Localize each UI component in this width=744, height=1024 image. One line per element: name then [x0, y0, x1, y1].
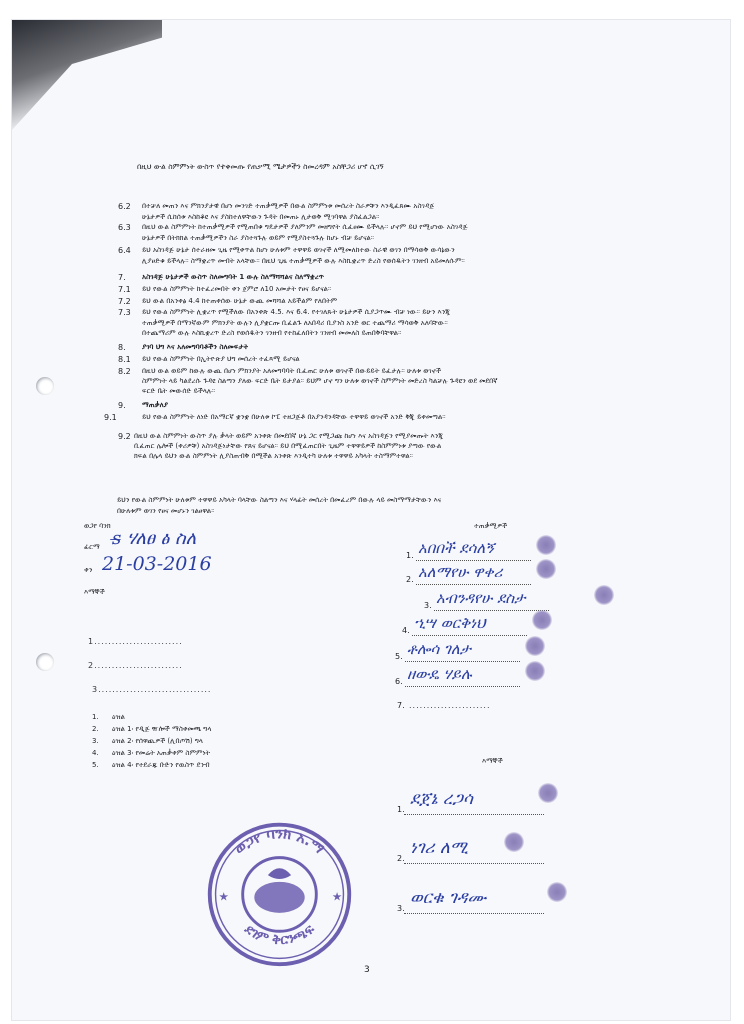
- name-label: ፊርማ: [84, 543, 100, 551]
- clause-text: በተቻለ መጠን እና ምክንያታዊ በሆነ መንገድ ተጠቃሚዎች በውል ስምምነቱ መሰረት ስራዎቹን እንዲፈጸሙ አስገዳጅ: [142, 202, 435, 210]
- beneficiary-number: 7.: [397, 701, 405, 710]
- thumbprint: [525, 636, 545, 656]
- page-number: 3: [364, 965, 370, 975]
- witness-number: 2.: [397, 854, 405, 863]
- attachment-item: ዕዝል 4፡ የተደራጁ ቡድን የዉስጥ ደንብ: [112, 761, 210, 769]
- punch-hole-bottom: [36, 653, 54, 671]
- svg-text:ደገም ቅርንጫፍ: [241, 921, 319, 949]
- attachment-number: 2.: [92, 725, 99, 733]
- attachment-number: 3.: [92, 737, 99, 745]
- signature-line: [404, 862, 544, 864]
- document-page: [12, 20, 730, 1020]
- thumbprint: [536, 559, 556, 579]
- signature-line: [405, 660, 520, 662]
- witness-blank-2: 2.........................: [88, 661, 183, 670]
- beneficiary-number: 3.: [424, 601, 432, 610]
- thumbprint: [504, 832, 524, 852]
- clause-number: 8.2: [118, 367, 131, 376]
- clause-text: ስምምነት ላይ ካልደረሱ ጉዳዩ ስልጣን ያለው ፍርድ ቤት ይታያል። ይህም ሆኖ ግን ሁለቱ ወገኖች ስምምነት መድረስ ካልቻሉ ጉዳዩን ወደ መደበኛ: [142, 377, 498, 385]
- clause-text: ሊያፀድቁ ይችላሉ። ስማቋረጥ መብት አላቸው። በዚህ ጊዜ ተጠቃሚዎች ውሉ እስኪቋረጥ ድረስ የወሰዱትን ገንዘብ አይመለሱም።: [142, 257, 465, 265]
- signature-line: [404, 813, 544, 815]
- clause-text: አስገዳጅ ሁኔታዎች ውስጥ ስለመግባት 1 ውሉ ስለማሻሻልና ስለማቋረጥ: [142, 273, 324, 281]
- attachment-item: ዕዝል 1፡ የዲጅ ዥሎች ማስቀመጫ ግላ: [112, 725, 212, 733]
- clause-number: 7.2: [118, 297, 131, 306]
- beneficiary-signature: አበበች ደሳለኝ: [418, 539, 495, 557]
- bank-signature: ꜱ̶ ሃለፀ ፅ ስለ: [112, 528, 197, 549]
- thumbprint: [532, 610, 552, 630]
- thumbprint: [547, 882, 567, 902]
- signature-line: [416, 559, 531, 561]
- witnesses-label: እማኞች: [84, 588, 105, 596]
- witness-number: 1.: [397, 805, 405, 814]
- clause-number: 6.4: [118, 246, 131, 255]
- beneficiary-number: 1.: [406, 551, 414, 560]
- closing-line-1: ይህን የውል ስምምነት ሁለቱም ተዋዋይ አካላት ባላቸው ስልጣን እና ሃላፊት መሰረት በመፈረም በውሉ ላይ መስማማታቸውን እና: [117, 496, 442, 504]
- clause-text: ይህ የውል ስምምነት ከተፈረመበት ቀን ጀምሮ ለ10 አመታት የፀና ይሆናል።: [142, 285, 332, 293]
- clause-text: ይህ አስገዳጅ ሁኔታ ሰተራዘመ ጊዜ የሚቀጥል ከሆነ ሁለቱም ተዋዋይ ወገኖች ለሚመለከተው ስራዊ ወገን በማሳወቅ ውሳኔውን: [142, 246, 455, 254]
- clause-number: 7.: [118, 273, 126, 282]
- attachment-number: 1.: [92, 713, 99, 721]
- thumbprint: [594, 585, 614, 605]
- clause-number: 9.1: [104, 413, 117, 422]
- beneficiary-signature: አለማየሁ ዋቀሪ: [418, 563, 503, 581]
- clause-text: ተጠቃሚዎች በማንኛውም ምክንያት ውሉን ሊያቋርጡ ቢፈልጉ ለአበዳሪ ቢያንስ አንድ ወር ተጨማሪ ማሳወቅ አለባቸው።: [142, 319, 448, 327]
- scan-shadow: [12, 20, 162, 130]
- beneficiary-signature: .......................: [409, 701, 491, 710]
- attachment-item: ዕዝል 3፡ የመሬት አጠቃቀም ስምምነት: [112, 749, 211, 757]
- date-handwritten: 21-03-2016: [102, 553, 212, 575]
- clause-text: ይህ ውል በአንቀፅ 4.4 ከተጠቀሰው ሁኔታ ውጪ መሻሻል አይችልም የለበትም: [142, 297, 338, 305]
- punch-hole-top: [36, 377, 54, 395]
- seal-top-text: ወጋየ ባንክ አ.ማ: [231, 826, 328, 858]
- clause-number: 9.2: [118, 432, 131, 441]
- clause-text: ፍርድ ቤት መውሰድ ይችላሉ።: [142, 387, 216, 395]
- beneficiary-number: 2.: [406, 575, 414, 584]
- thumbprint: [538, 783, 558, 803]
- beneficiary-signature: አብንዳየሁ ደስታ: [436, 589, 526, 607]
- clause-text: ማጠቃለያ: [142, 401, 169, 409]
- signature-line: [404, 912, 544, 914]
- clause-text: ይህ የውል ስምምነት ለነድ በአማርኛ ቋንቋ በሁለቱ ኮፒ ተዘጋጅቶ በአያንዳንዳቸው ተዋዋይ ወገኖች አንድ ቅጂ ይቀመጣል።: [142, 413, 446, 421]
- clause-number: 8.1: [118, 355, 131, 364]
- beneficiary-signature: ኂሣ ወርቅነህ: [414, 614, 486, 632]
- seal-bottom-text: ደገም ቅርንጫፍ: [241, 921, 318, 949]
- clause-text: በዚህ ውል ስምምነት ከተጠቃሚዎች የሚጠበቁ ግዴታዎች ያለምንም መዘግየት ሲፈፀሙ ይችላሉ። ሆኖም ይህ የሚሆነው አስገዳጅ: [142, 223, 468, 231]
- bank-seal: [202, 815, 357, 970]
- signature-line: [416, 583, 531, 585]
- svg-text:ወጋየ ባንክ አ.ማ: [232, 826, 327, 858]
- witness-number: 3.: [397, 904, 405, 913]
- clause-text: በተጨማሪም ውሉ እስኪቋረጥ ድረስ የወሰዱትን ገንዘብ የተከፈለበትን ገንዘብ መመለስ ይጠበቅባቸዋል።: [142, 329, 402, 337]
- witness-signature: ወርቁ ገዳሙ: [410, 888, 487, 908]
- clause-number: 7.1: [118, 285, 131, 294]
- bank-title: ወጋየ ባንክ: [84, 522, 111, 530]
- signature-line: [405, 685, 520, 687]
- attachment-number: 5.: [92, 761, 99, 769]
- clause-text: ሁኔታዎች ሲከሰቱ እስከቆዩ እና ያስከተለዋቸውን ጉዳት በመጠኑ ሊታወቅ ሚገባዋል ያስፈልጋል።: [142, 213, 380, 221]
- date-label: ቀን: [84, 566, 93, 574]
- clause-text: ቢፈጠር ሌሎች (ቀሪዎቹ) አስገዳጅነታቸው የጸና ይሆናል። ይህ በሚፈጠርበት ጊዜም ተዋዋይዎች ከስምምነቱ ያጣው የውል: [134, 442, 442, 450]
- clause-text: ሁኔታዎች በትክክል ተጠቃሚዎችን ስራ ያስተጓጉሉ ወይም የሚያስተጓጉሉ ከሆኑ ብቻ ይሆናል።: [142, 234, 375, 242]
- closing-line-2: በሁለቱም ወገን የፀና መሆኑን ገልፀዋል።: [117, 507, 215, 515]
- svg-text:★: ★: [218, 889, 229, 904]
- witness-signature: ነገሪ ለሚ: [410, 838, 468, 858]
- witness-blank-3: 3................................: [92, 685, 212, 694]
- attachment-number: 4.: [92, 749, 99, 757]
- clause-number: 6.2: [118, 202, 131, 211]
- clause-text: ክፍል በሌላ ይህን ውል ስምምነት ሊያስጠብቅ በሚችል አንቀጽ እንዲተካ ሁለቱ ተዋዋይ አካላት ተስማምተዋል።: [134, 452, 413, 460]
- witness-blank-1: 1.........................: [88, 637, 183, 646]
- clause-text: ይህ የውል ስምምነት በኢትዮጵያ ህግ መሰረት ተፈጻሚ ይሆናል: [142, 355, 300, 363]
- thumbprint: [525, 661, 545, 681]
- clause-number: 6.3: [118, 223, 131, 232]
- beneficiary-signature: ቶሎሳ ገለታ: [407, 640, 471, 658]
- attachment-item: ዕዝል: [112, 713, 125, 721]
- beneficiary-number: 4.: [402, 626, 410, 635]
- svg-text:★: ★: [331, 889, 343, 904]
- clause-text: ያገባ ህግ እና አለመግባባቶችን ስለመፍታት: [142, 343, 249, 351]
- beneficiary-number: 6.: [395, 677, 403, 686]
- beneficiaries-title: ተጠቃሚዎች: [474, 522, 508, 530]
- clause-text: በዚህ ውል ስምምነት ውስጥ ያሉ ቃላት ወይም አንቀጽ በመደበኛ ሁኔ ጋር የሚጋጩ ከሆነ እና አስገዳጅን የሚያመጡት እንጂ: [134, 432, 444, 440]
- thumbprint: [536, 535, 556, 555]
- witness-title: እማኞች: [482, 757, 503, 765]
- clause-text: ይህ የውል ስምምነት ሊቋረጥ የሚችለው በአንቀጽ 4.5. እና 6.4. የተገለጹት ሁኔታዎች ሲያጋጥሙ ብቻ ነው። ይሁን እንጂ: [142, 308, 451, 316]
- attachment-item: ዕዝል 2፡ የሰዋጪዎች (ሊበጦሽ) ግላ: [112, 737, 203, 745]
- witness-signature: ደጀኔ ረጋሳ: [410, 789, 473, 809]
- beneficiary-number: 5.: [395, 652, 403, 661]
- signature-line: [434, 609, 549, 611]
- clause-text: በዚህ ውል ወይም ከውሉ ውጪ በሆነ ምክንያት አለመግባባት ቢፈጠር ሁለቱ ወገኖች በውይይት ይፈታሉ። ሁለቱ ወገኖች: [142, 367, 441, 375]
- heading-line: በዚህ ውል ስምምነት ውስጥ የተቀመጡ የጠቃሚ ሜታዎችን ስመረዳም አስቸጋሪ ሆኖ ሲገኝ: [137, 162, 384, 171]
- signature-line: [412, 634, 527, 636]
- clause-number: 7.3: [118, 308, 131, 317]
- clause-number: 9.: [118, 401, 126, 410]
- beneficiary-signature: ዘውዴ ሃይሉ: [407, 665, 472, 683]
- clause-number: 8.: [118, 343, 126, 352]
